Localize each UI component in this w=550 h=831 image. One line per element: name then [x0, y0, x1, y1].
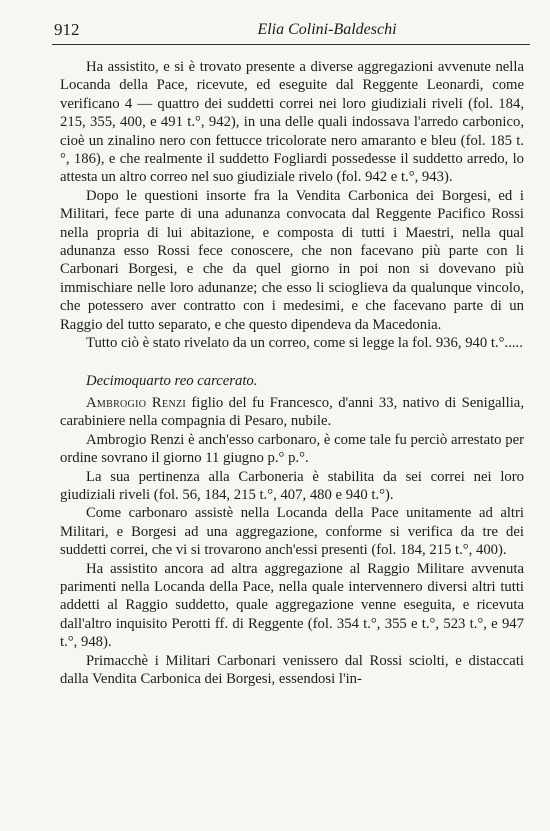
paragraph: Ha assistito ancora ad altra aggregazione al Raggio Militare avvenuta parimenti nella Locanda della Pace, nella quale intervennero diversi altri tutti addetti al Raggio suddetto, quale aggregazione venne eseguita, e ricevuta dall'altro inquisito Perotti ff. di Reggente (fol. 354 t.°, 355 e t.°, 523 t.°, e 947 t.°, 948).	[60, 560, 524, 651]
defendant-details: figlio del fu Francesco, d'anni 33, nativo di Senigallia, carabiniere nella compagnia di Pesaro, nubile.	[60, 394, 524, 430]
defendant-name: Ambrogio Renzi	[86, 394, 186, 411]
running-head	[54, 14, 524, 40]
paragraph: La sua pertinenza alla Carboneria è stabilita da sei correi nei loro giudiziali riveli (fol. 56, 184, 215 t.°, 407, 480 e 940 t.°).	[60, 468, 524, 503]
paragraph: Ha assistito, e si è trovato presente a diverse aggregazioni avvenute nella Locanda della Pace, ricevute, ed eseguite dal Reggente Leonardi, come verificano 4 — quattro dei suddetti correi nei loro giudiziali riveli (fol. 184, 215, 355, 400, e 491 t.°, 942), in una delle quali indossava l'arredo carbonico, cioè un zinalino nero con fettucce tricolorate nero amaranto e bleu (fol. 185 t.°, 186), e che realmente il suddetto Fogliardi possedesse il suddetto arredo, lo attesta un altro correo nel suo giudiziale rivelo (fol. 942 e t.°, 943).	[60, 59, 524, 186]
section-heading: Decimoquarto reo carcerato.	[86, 372, 258, 389]
body-text	[60, 58, 524, 688]
header-rule	[52, 44, 530, 45]
paragraph: Dopo le questioni insorte fra la Vendita Carbonica dei Borgesi, ed i Militari, fece parte di una adunanza convocata dal Reggente Pacifico Rossi nella propria di lui abitazione, e composta di tutti i Maestri, nella qual adunanza esso Rossi fece conoscere, che non facevano più parte con li Carbonari Borgesi, e che da quel giorno in poi non si dovevano più immischiare nelle loro adunanze; che esso li scioglieva da qualunque vincolo, che potessero aver contratto con i medesimi, e che facevano parte di un Raggio del tutto separato, e che questo dipendeva da Macedonia.	[60, 187, 524, 333]
paragraph: Come carbonaro assistè nella Locanda della Pace unitamente ad altri Militari, e Borgesi ad una aggregazione, conforme si verifica da tre dei suddetti correi, che vi si trovarono anch'essi presenti (fol. 184, 215 t.°, 400).	[60, 505, 524, 559]
running-title: Elia Colini-Baldeschi	[257, 21, 397, 38]
paragraph: Tutto ciò è stato rivelato da un correo, come si legge la fol. 936, 940 t.°.....	[86, 335, 523, 352]
paragraph: Primacchè i Militari Carbonari venissero dal Rossi sciolti, e distaccati dalla Vendita Carbonica dei Borgesi, essendosi l'in-	[60, 652, 524, 687]
paragraph: Ambrogio Renzi è anch'esso carbonaro, è come tale fu perciò arrestato per ordine sovrano il giorno 11 giugno p.° p.°.	[60, 431, 524, 467]
defendant-intro	[60, 394, 524, 431]
page-number: 912	[54, 20, 80, 39]
